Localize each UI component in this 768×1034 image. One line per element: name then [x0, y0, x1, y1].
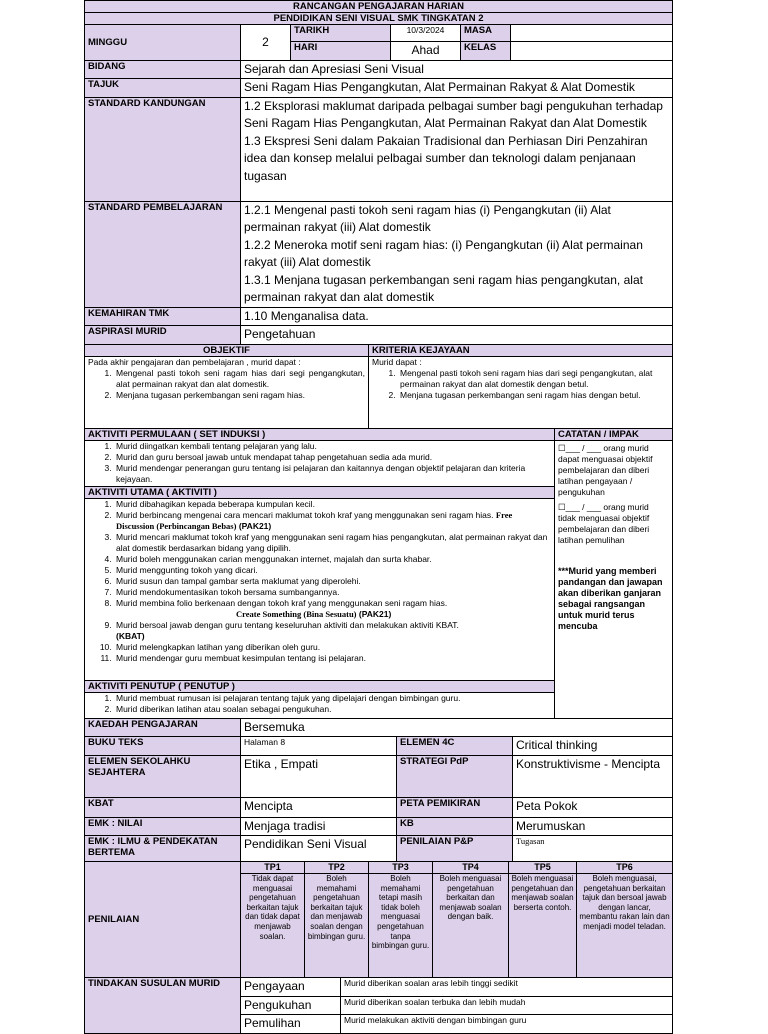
plan-subtitle: PENDIDIKAN SENI VISUAL SMK TINGKATAN 2 [85, 13, 673, 25]
masa-value [511, 25, 673, 42]
standard-kandungan-value [241, 97, 673, 201]
utama-item-text: Murid membina folio berkenaan dengan tokoh kraf yang menggunakan seni ragam hias. [116, 597, 448, 608]
peta-value: Peta Pokok [513, 797, 673, 817]
kaedah-label: KAEDAH PENGAJARAN [85, 718, 241, 737]
tp1-text: Tidak dapat menguasai pengetahuan berkaitan tajuk dan tidak dapat menjawab soalan. [241, 874, 305, 978]
penilaian-pdp-value: Tugasan [513, 836, 673, 862]
permulaan-item: 2. Murid dan guru bersoal jawab untuk mendapat tahap pengetahuan sedia ada murid. [114, 452, 551, 463]
aktiviti-utama-label: AKTIVITI UTAMA ( AKTIVITI ) [85, 486, 555, 498]
kriteria-intro: Murid dapat : [372, 356, 422, 367]
catatan-label: CATATAN / IMPAK [555, 428, 673, 440]
utama-item-text: Murid bersoal jawab dengan guru tentang keseluruhan aktiviti dan melakukan aktiviti KBAT. [116, 619, 459, 630]
tindakan-type: Pemulihan [241, 1015, 341, 1034]
aktiviti-permulaan-label: AKTIVITI PERMULAAN ( SET INDUKSI ) [85, 428, 555, 440]
tp1-head: TP1 [241, 862, 305, 874]
tindakan-table [84, 977, 673, 1034]
emk-ilmu-label: EMK : ILMU & PENDEKATAN BERTEMA [85, 836, 241, 862]
emk-nilai-label: EMK : NILAI [85, 817, 241, 836]
kriteria-label: KRITERIA KEJAYAAN [369, 344, 673, 356]
kriteria-content [369, 356, 673, 428]
tp3-text: Boleh memahami tetapi masih tidak boleh menguasai pengetahuan tanpa bimbingan guru. [369, 874, 433, 978]
tindakan-type: Pengukuhan [241, 996, 341, 1015]
header-table [84, 0, 673, 61]
catatan-box-2: ☐___ / ___ orang murid tidak menguasai objektif pembelajaran dan diberi latihan pemulihan [558, 501, 650, 545]
catatan-note: ***Murid yang memberi pandangan dan jawapan akan diberikan ganjaran sebagai rangsangan untuk murid terus mencuba [558, 565, 663, 631]
penilaian-label: PENILAIAN [85, 862, 241, 978]
objektif-item: 1. Mengenal pasti tokoh seni ragam hias dari segi pengangkutan, alat permainan rakyat dan alat domestik. [114, 368, 365, 390]
tp5-text: Boleh menguasai pengetahuan dan menjawab soalan berserta contoh. [509, 874, 577, 978]
objektif-label: OBJEKTIF [85, 344, 369, 356]
utama-item: 3. Murid mencari maklumat tokoh kraf yang menggunakan seni ragam hias pengangkutan, alat permainan rakyat dan alat domestik berdasarkan bidang yang dipilih. [114, 532, 551, 554]
tp3-head: TP3 [369, 862, 433, 874]
utama-item: 7. Murid mendokumentasikan tokoh bersama sumbangannya. [114, 587, 551, 598]
standard-kandungan-line: 1.2 Eksplorasi maklumat daripada pelbagai sumber bagi pengukuhan terhadap Seni Ragam Hias Pengangkutan, Alat Permainan Rakyat dan Alat Domestik [244, 98, 663, 130]
tajuk-value: Seni Ragam Hias Pengangkutan, Alat Permainan Rakyat & Alat Domestik [241, 79, 673, 98]
elements-table [84, 718, 673, 863]
tp2-head: TP2 [305, 862, 369, 874]
tindakan-text: Murid melakukan aktiviti dengan bimbingan guru [341, 1015, 673, 1034]
utama-item-text: Murid berbincang mengenai cara mencari maklumat tokoh kraf yang menggunakan seni ragam hias. [116, 509, 494, 520]
strategi-value: Konstruktivisme - Mencipta [513, 755, 673, 797]
standard-kandungan-label: STANDARD KANDUNGAN [85, 97, 241, 201]
pak21-tag: (PAK21) [358, 608, 392, 619]
peta-label: PETA PEMIKIRAN [397, 797, 513, 817]
lesson-plan-page [84, 0, 672, 1034]
penutup-item: 2. Murid diberikan latihan atau soalan sebagai pengukuhan. [114, 704, 551, 715]
tarikh-label: TARIKH [291, 25, 391, 42]
utama-item: 5. Murid menggunting tokoh yang dicari. [114, 565, 551, 576]
tp5-head: TP5 [509, 862, 577, 874]
kb-label: KB [397, 817, 513, 836]
buku-teks-value: Halaman 8 [241, 737, 397, 756]
hari-label: HARI [291, 42, 391, 61]
aktiviti-utama-content [85, 498, 555, 680]
tarikh-value: 10/3/2024 [391, 25, 461, 42]
hari-value: Ahad [391, 42, 461, 61]
strategi-label: STRATEGI PdP [397, 755, 513, 797]
tindakan-text: Murid diberikan soalan aras lebih tinggi sedikit [341, 978, 673, 997]
aktiviti-penutup-label: AKTIVITI PENUTUP ( PENUTUP ) [85, 680, 555, 692]
objektif-intro: Pada akhir pengajaran dan pembelajaran , murid dapat : [88, 356, 301, 367]
utama-item [114, 510, 551, 532]
standard-pembelajaran-line: 1.2.1 Mengenal pasti tokoh seni ragam hias (i) Pengangkutan (ii) Alat permainan rakyat (iii) Alat domestik [244, 202, 611, 234]
emk-ilmu-value: Pendidikan Seni Visual [241, 836, 397, 862]
kriteria-item: 2. Menjana tugasan perkembangan seni ragam hias dengan betul. [398, 390, 669, 401]
objektif-item: 2. Menjana tugasan perkembangan seni ragam hias. [114, 390, 365, 401]
kelas-value [511, 42, 673, 61]
utama-item: 10. Murid melengkapkan latihan yang diberikan oleh guru. [114, 642, 551, 653]
elemen-4c-label: ELEMEN 4C [397, 737, 513, 756]
kbat-value: Mencipta [241, 797, 397, 817]
tindakan-text: Murid diberikan soalan terbuka dan lebih mudah [341, 996, 673, 1015]
kaedah-value: Bersemuka [241, 718, 673, 737]
bidang-value: Sejarah dan Apresiasi Seni Visual [241, 60, 673, 79]
penilaian-pdp-label: PENILAIAN P&P [397, 836, 513, 862]
permulaan-item: 3. Murid mendengar penerangan guru tentang isi pelajaran dan kaitannya dengan objektif pelajaran dan kriteria kejayaan. [114, 463, 551, 485]
create-something-tag: Create Something (Bina Sesuatu) [236, 608, 357, 619]
tindakan-type: Pengayaan [241, 978, 341, 997]
tp4-head: TP4 [433, 862, 509, 874]
aktiviti-table [84, 428, 673, 719]
tindakan-label: TINDAKAN SUSULAN MURID [85, 978, 241, 1034]
kb-value: Merumuskan [513, 817, 673, 836]
tp2-text: Boleh memahami pengetahuan berkaitan tajuk dan menjawab soalan dengan bimbingan guru. [305, 874, 369, 978]
kemahiran-tmk-label: KEMAHIRAN TMK [85, 307, 241, 326]
catatan-content [555, 440, 673, 718]
plan-title: RANCANGAN PENGAJARAN HARIAN [85, 1, 673, 13]
objektif-content [85, 356, 369, 428]
penutup-item: 1. Murid membuat rumusan isi pelajaran tentang tajuk yang dipelajari dengan bimbingan guru. [114, 693, 551, 704]
standard-pembelajaran-line: 1.2.2 Meneroka motif seni ragam hias: (i) Pengangkutan (ii) Alat permainan rakyat (iii) Alat domestik [244, 237, 643, 269]
penilaian-table [84, 861, 673, 978]
kriteria-item: 1. Mengenal pasti tokoh seni ragam hias dari segi pengangkutan, alat permainan rakyat dan alat domestik dengan betul. [398, 368, 669, 390]
kbat-tag: (KBAT) [116, 630, 145, 641]
catatan-box-1: ☐___ / ___ orang murid dapat menguasai objektif pembelajaran dan diberi latihan pengayaan / pengukuhan [558, 442, 653, 497]
elemen-sekolahku-value: Etika , Empati [241, 755, 397, 797]
utama-item: 1. Murid dibahagikan kepada beberapa kumpulan kecil. [114, 499, 551, 510]
objektif-table [84, 344, 673, 429]
utama-item: 11. Murid mendengar guru membuat kesimpulan tentang isi pelajaran. [114, 653, 551, 664]
aspirasi-murid-label: ASPIRASI MURID [85, 326, 241, 345]
tp4-text: Boleh menguasai pengetahuan berkaitan dan menjawab soalan dengan baik. [433, 874, 509, 978]
aspirasi-murid-value: Pengetahuan [241, 326, 673, 345]
utama-item [114, 620, 551, 642]
utama-item [114, 598, 551, 620]
kemahiran-tmk-value: 1.10 Menganalisa data. [241, 307, 673, 326]
emk-nilai-value: Menjaga tradisi [241, 817, 397, 836]
elemen-sekolahku-label: ELEMEN SEKOLAHKU SEJAHTERA [85, 755, 241, 797]
buku-teks-label: BUKU TEKS [85, 737, 241, 756]
standard-kandungan-line: 1.3 Ekspresi Seni dalam Pakaian Tradisional dan Perhiasan Diri Penzahiran idea dan konsep melalui pelbagai sumber dan teknologi dalam penjanaan tugasan [244, 133, 648, 183]
minggu-label: MINGGU [85, 25, 241, 61]
tajuk-label: TAJUK [85, 79, 241, 98]
masa-label: MASA [461, 25, 511, 42]
kbat-label: KBAT [85, 797, 241, 817]
standard-pembelajaran-label: STANDARD PEMBELAJARAN [85, 201, 241, 307]
utama-item: 6. Murid susun dan tampal gambar serta maklumat yang diperolehi. [114, 576, 551, 587]
standard-pembelajaran-value [241, 201, 673, 307]
kelas-label: KELAS [461, 42, 511, 61]
bidang-label: BIDANG [85, 60, 241, 79]
minggu-value: 2 [241, 25, 291, 61]
elemen-4c-value: Critical thinking [513, 737, 673, 756]
utama-item: 4. Murid boleh menggunakan carian menggunakan internet, majalah dan surta khabar. [114, 554, 551, 565]
content-table [84, 60, 673, 345]
aktiviti-penutup-content [85, 692, 555, 718]
permulaan-item: 1. Murid diingatkan kembali tentang pelajaran yang lalu. [114, 441, 551, 452]
pak21-tag: (PAK21) [238, 520, 272, 531]
free-discussion-tag: Free Discussion (Perbincangan Bebas) [116, 509, 513, 531]
aktiviti-permulaan-content [85, 440, 555, 486]
tp6-head: TP6 [577, 862, 673, 874]
standard-pembelajaran-line: 1.3.1 Menjana tugasan perkembangan seni ragam hias pengangkutan, alat permainan rakyat dan alat domestik [244, 272, 643, 304]
tp6-text: Boleh menguasai, pengetahuan berkaitan tajuk dan bersoal jawab dengan lancar, membantu rakan lain dan menjadi model teladan. [577, 874, 673, 978]
